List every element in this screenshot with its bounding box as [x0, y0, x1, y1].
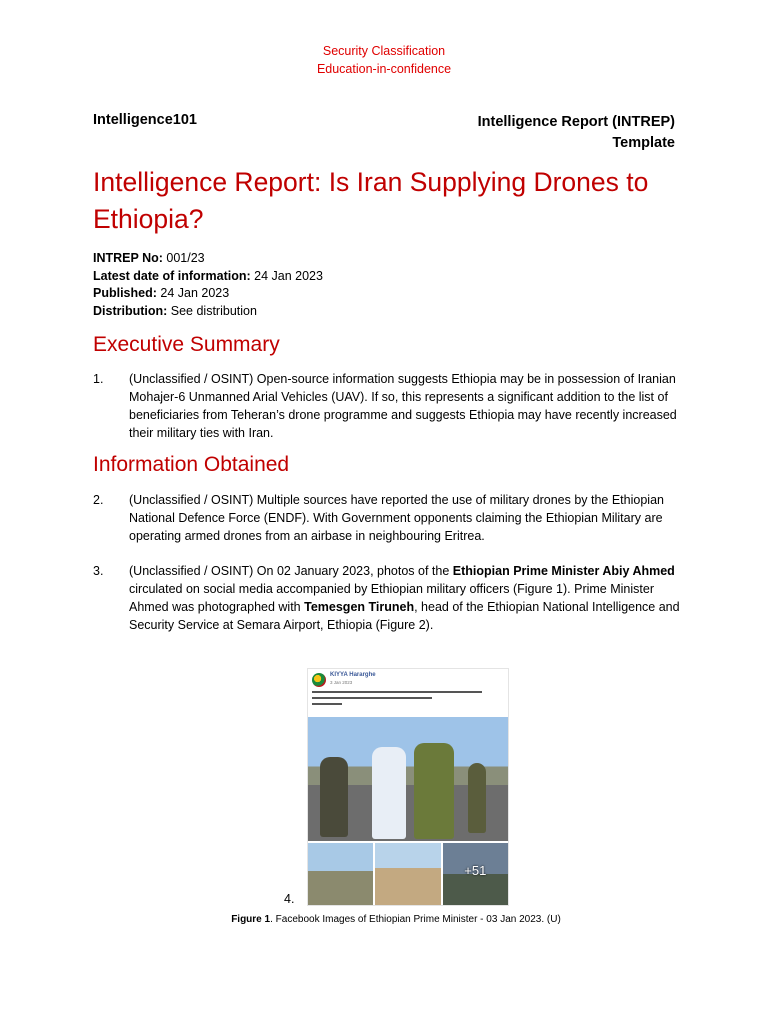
paragraph-2: [93, 491, 683, 545]
post-text-line: [312, 691, 482, 693]
paragraph-text-part: circulated on social media accompanied by Ethiopian military officers (Figure 1). Prime Minister Ahmed was photographed with: [129, 582, 654, 614]
document-type-line1: Intelligence Report (INTREP): [477, 114, 675, 130]
meta-distribution: [93, 303, 323, 321]
thumbnail: [375, 843, 440, 905]
document-type-line2: Template: [612, 135, 675, 151]
paragraph-text: [129, 562, 683, 634]
paragraph-text-part: (Unclassified / OSINT) On 02 January 2023, photos of the: [129, 564, 453, 578]
post-author: KIYYA Hararghe: [330, 672, 376, 678]
post-header: [308, 669, 508, 717]
post-text-line: [312, 703, 342, 705]
paragraph-1: [93, 370, 683, 442]
facebook-post-image: [307, 668, 509, 906]
security-classification: [0, 42, 768, 78]
caption-label: Figure 1: [231, 914, 271, 925]
meta-value: 24 Jan 2023: [156, 286, 230, 300]
thumbnail: [443, 843, 508, 905]
meta-value: 24 Jan 2023: [250, 268, 323, 283]
meta-value: 001/23: [162, 251, 205, 265]
paragraph-text-part: , head of the Ethiopian National Intelligence and Security Service at Semara Airport, Ethiopia (Figure 2).: [129, 600, 680, 632]
main-photo: [308, 717, 508, 841]
paragraph-text: (Unclassified / OSINT) Open-source information suggests Ethiopia may be in possession of Iranian Mohajer-6 Unmanned Arial Vehicles (UAV). If so, this represents a significant addition to the list of beneficiaries from Teheran’s drone programme and suggests Ethiopia may have recently increased their military ties with Iran.: [129, 372, 677, 440]
classification-label: Security Classification: [322, 44, 446, 58]
paragraph-number: 1.: [93, 372, 104, 386]
report-title: Intelligence Report: Is Iran Supplying Drones to Ethiopia?: [93, 167, 649, 234]
photo-figure: [414, 743, 454, 839]
heading-information-obtained: Information Obtained: [93, 453, 290, 476]
person-name-abiy-ahmed: Ethiopian Prime Minister Abiy Ahmed: [452, 564, 675, 578]
more-photos-count: +51: [464, 863, 487, 878]
meta-label: Distribution:: [93, 303, 168, 318]
meta-label: Published:: [93, 286, 157, 300]
classification-level: Education-in-confidence: [316, 62, 452, 76]
paragraph-number: 2.: [93, 493, 104, 507]
avatar: [312, 673, 326, 687]
heading-executive-summary: Executive Summary: [93, 333, 280, 356]
post-text-line: [312, 697, 432, 699]
post-date: 3 Jan 2023: [330, 680, 353, 685]
meta-label: Latest date of information:: [93, 268, 251, 283]
meta-value: See distribution: [167, 303, 257, 318]
report-metadata: [93, 250, 323, 320]
meta-published: [93, 285, 323, 303]
list-number: 4.: [284, 892, 295, 906]
photo-thumbnails: [308, 843, 508, 905]
photo-figure: [468, 763, 486, 833]
paragraph-3: [93, 562, 683, 634]
paragraph-text: (Unclassified / OSINT) Multiple sources have reported the use of military drones by the Ethiopian National Defence Force (ENDF). With Government opponents claiming the Ethiopian Military are operating armed drones from an airbase in neighbouring Eritrea.: [129, 493, 664, 543]
photo-figure: [320, 757, 348, 837]
figure-caption: [0, 914, 768, 925]
meta-latest-date: [93, 268, 323, 286]
organisation-name: Intelligence101: [93, 112, 197, 128]
caption-text: . Facebook Images of Ethiopian Prime Minister - 03 Jan 2023. (U): [270, 914, 561, 925]
paragraph-number: 3.: [93, 564, 104, 578]
meta-label: INTREP No:: [93, 251, 163, 265]
thumbnail: [308, 843, 373, 905]
photo-figure: [372, 747, 406, 839]
person-name-temesgen-tiruneh: Temesgen Tiruneh: [304, 600, 415, 614]
document-type: [478, 112, 675, 154]
meta-intrep-no: [93, 250, 323, 268]
